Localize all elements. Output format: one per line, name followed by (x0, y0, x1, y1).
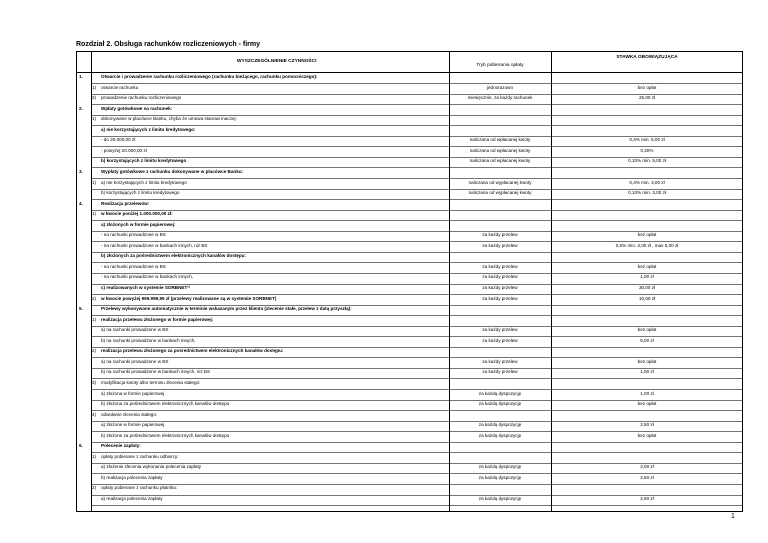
row-description: b) korzystających z limitu kredytowego (101, 190, 180, 196)
row-charge-mode: za każdą dyspozycję (478, 464, 522, 470)
row-description: b) złożonych za pośrednictwem elektronicznych kanałów dostępu: (101, 253, 246, 259)
page-number: 1 (731, 513, 735, 520)
row-charge-mode: za każdą dyspozycję (478, 432, 522, 438)
row-charge-mode: za każdy przelew (482, 242, 518, 248)
row-charge-mode: jednorazowo (486, 84, 514, 90)
row-number: 5. (79, 306, 83, 312)
row-description: w kwocie poniżej 1.000.000,00 zł: (101, 211, 173, 217)
row-charge-mode: za każdy przelew (482, 358, 518, 364)
row-description: a) złożenie zlecenia wykonania polecenia zapłaty (101, 464, 202, 470)
row-charge-mode: naliczana od wpłacanej kwoty (469, 137, 531, 143)
row-sub-number: 3) (92, 379, 97, 385)
row-description: - do 20.000,00 zł (101, 137, 136, 143)
header-stawka: STAWKA OBOWIĄZUJĄCA (616, 55, 678, 60)
row-description: a) nie korzystających z limitu kredytowego: (101, 126, 196, 132)
row-sub-number: 1) (92, 179, 97, 185)
row-charge-mode: za każdą dyspozycję (478, 496, 522, 501)
row-rate: bez opłat (637, 358, 657, 364)
row-charge-mode: naliczana od wypłacanej kwoty (468, 179, 532, 185)
header-tryb: Tryb pobierania opłaty (476, 63, 524, 68)
row-description: - na rachunki prowadzone w bankach innych, niż BS (101, 242, 208, 248)
row-rate: 1,00 zł (640, 390, 654, 396)
row-rule (91, 104, 742, 105)
row-rate: 25,00 zł (638, 95, 656, 101)
row-number: 1. (79, 74, 83, 79)
row-description: Polecenie zapłaty: (101, 443, 141, 449)
row-number: 3. (79, 168, 83, 174)
row-number: 2. (79, 105, 83, 111)
row-description: b) złożone za pośrednictwem elektronicznych kanałów dostępu (101, 432, 230, 438)
row-rate: 2,50 zł (640, 422, 654, 428)
row-sub-number: 1) (92, 453, 97, 459)
row-rate: 0,4% min. 5,00 zł (629, 137, 665, 143)
row-rule (91, 484, 742, 485)
row-charge-mode: za każdy przelew (482, 337, 518, 343)
row-rate: bez opłat (637, 232, 657, 238)
row-description: - na rachunki prowadzone w BS (101, 232, 166, 238)
row-rate: 2,00 zł (640, 464, 654, 470)
row-description: a) na rachunki prowadzone w BS (101, 327, 169, 333)
row-rate: 0,4% min. 3,00 zł (629, 179, 665, 185)
row-rule (91, 442, 742, 443)
page-title: Rozdział 2. Obsługa rachunków rozliczeniowych - firmy (76, 41, 260, 48)
row-charge-mode: za każdą dyspozycję (478, 390, 522, 396)
row-rule (91, 199, 742, 200)
row-description: opłaty pobierane z rachunku płatnika: (101, 485, 178, 491)
row-description: realizacja przelewu złożonego za pośrednictwem elektronicznych kanałów dostępu: (101, 348, 284, 354)
row-description: otwarcie rachunku (101, 84, 139, 90)
row-sub-number: 1) (92, 316, 97, 322)
row-description: a) realizacja polecenia zapłaty (101, 496, 163, 501)
header-czynnosci: WYSZCZEGÓLNIENIE CZYNNOŚCI (237, 59, 317, 64)
row-sub-number: 1) (92, 116, 97, 122)
row-rate: bez opłat (637, 327, 657, 333)
row-description: b) korzystających z limitu kredytowego (101, 158, 187, 164)
row-charge-mode: za każdy przelew (482, 263, 518, 269)
row-sub-number: 1) (92, 84, 97, 90)
row-rate: 2,50 zł (640, 474, 654, 480)
row-rate: bez opłat (637, 401, 657, 407)
row-rate: 30,00 zł (638, 285, 656, 290)
row-charge-mode: za każdy przelew (482, 295, 518, 301)
row-number: 6. (79, 443, 83, 449)
row-rule (91, 505, 742, 506)
row-description: - powyżej 20.000,00 zł (101, 147, 147, 153)
row-description: odwołanie zlecenia stałego: (101, 411, 158, 417)
row-sub-number: 4) (92, 411, 97, 417)
row-description: b) realizacja polecenia zapłaty (101, 474, 163, 480)
row-description: Realizacja przelewów: (101, 200, 150, 206)
row-charge-mode: za każdy przelew (482, 285, 518, 290)
row-rate: 0,20% (640, 147, 654, 153)
row-description: opłaty pobierane z rachunku odbiorcy: (101, 453, 179, 459)
row-rate: 5,00 zł (640, 337, 654, 343)
row-rate: bez opłat (637, 432, 657, 438)
row-charge-mode: naliczana od wpłacanej kwoty (469, 147, 531, 153)
row-description: modyfikacja kwoty albo terminu zlecenia stałego: (101, 379, 201, 385)
row-rule (91, 220, 742, 221)
row-description: a) złożone w formie papierowej (101, 422, 165, 428)
row-charge-mode: za każdą dyspozycję (478, 401, 522, 407)
row-rate: 1,00 zł (640, 369, 654, 375)
row-description: realizacja przelewu złożonego w formie papierowej: (101, 316, 214, 322)
row-charge-mode: za każdy przelew (482, 327, 518, 333)
row-rate: bez opłat (637, 84, 657, 90)
row-description: Przelewy wykonywane automatycznie w terminie wskazanym przez klienta (zlecenie stałe, przelew z datą przyszłą): (101, 306, 352, 312)
row-description: b) złożona za pośrednictwem elektronicznych kanałów dostępu (101, 401, 230, 407)
row-description: a) nie korzystających z limitu kredytowego (101, 179, 187, 185)
row-sub-number: 2) (92, 348, 97, 354)
row-rate: 0,5% min. 3,00 zł , max 5,00 zł (615, 242, 679, 248)
row-charge-mode: za każdy przelew (482, 232, 518, 238)
row-rule (91, 210, 742, 211)
row-description: prowadzenie rachunku rozliczeniowego (101, 95, 182, 101)
row-sub-number: 2) (92, 295, 97, 301)
row-description: dokonywane w placówce Banku, chyba że umowa stanowi inaczej: (101, 116, 237, 122)
row-rule (91, 410, 742, 411)
row-sub-number: 2) (92, 485, 97, 491)
row-rate: 2,50 zł (640, 496, 654, 501)
row-rate: 0,10% min. 3,00 zł (628, 190, 666, 196)
row-charge-mode: za każdy przelew (482, 274, 518, 280)
row-description: - na rachunki prowadzone w bankach innych, (101, 274, 193, 280)
row-description: a) na rachunki prowadzone w BS (101, 358, 169, 364)
row-description: a) złożona w formie papierowej (101, 390, 165, 396)
row-rate: 0,10% min. 5,00 zł (628, 158, 666, 164)
row-sub-number: 2) (92, 95, 97, 101)
row-charge-mode: naliczana od wpłacanej kwoty (469, 158, 531, 164)
row-description: c) realizowanych w systemie SORBNET¹⁾ (101, 285, 190, 290)
row-rule (91, 452, 742, 453)
row-description: Otwarcie i prowadzenie rachunku rozliczeniowego (rachunku bieżącego, rachunku pomocniczego): (101, 74, 318, 79)
row-charge-mode: za każdy przelew (482, 369, 518, 375)
row-description: w kwocie powyżej 999.999,99 zł (przelewy realizowane są w systemie SORBNET) (101, 295, 277, 301)
row-description: b) na rachunki prowadzone w bankach innych, niż BS (101, 369, 211, 375)
row-charge-mode: za każdą dyspozycję (478, 422, 522, 428)
row-charge-mode: miesięcznie, za każdy rachunek (467, 95, 533, 101)
row-description: Wpłaty gotówkowe na rachunek: (101, 105, 173, 111)
fee-table (76, 51, 743, 512)
row-description: Wypłaty gotówkowe z rachunku dokonywane w placówce Banku: (101, 168, 244, 174)
row-rate: 10,00 zł (638, 295, 656, 301)
row-description: - na rachunki prowadzone w BS (101, 263, 166, 269)
row-number: 4. (79, 200, 83, 206)
header-bottom-rule (77, 72, 742, 73)
row-sub-number: 1) (92, 211, 97, 217)
row-description: b) na rachunki prowadzone w bankach innych, (101, 337, 196, 343)
row-rate: 1,00 zł (640, 274, 654, 280)
row-description: a) złożonych w formie papierowej: (101, 221, 176, 227)
row-rate: bez opłat (637, 263, 657, 269)
row-charge-mode: naliczana od wypłacanej kwoty (468, 190, 532, 196)
row-charge-mode: za każdą dyspozycję (478, 474, 522, 480)
